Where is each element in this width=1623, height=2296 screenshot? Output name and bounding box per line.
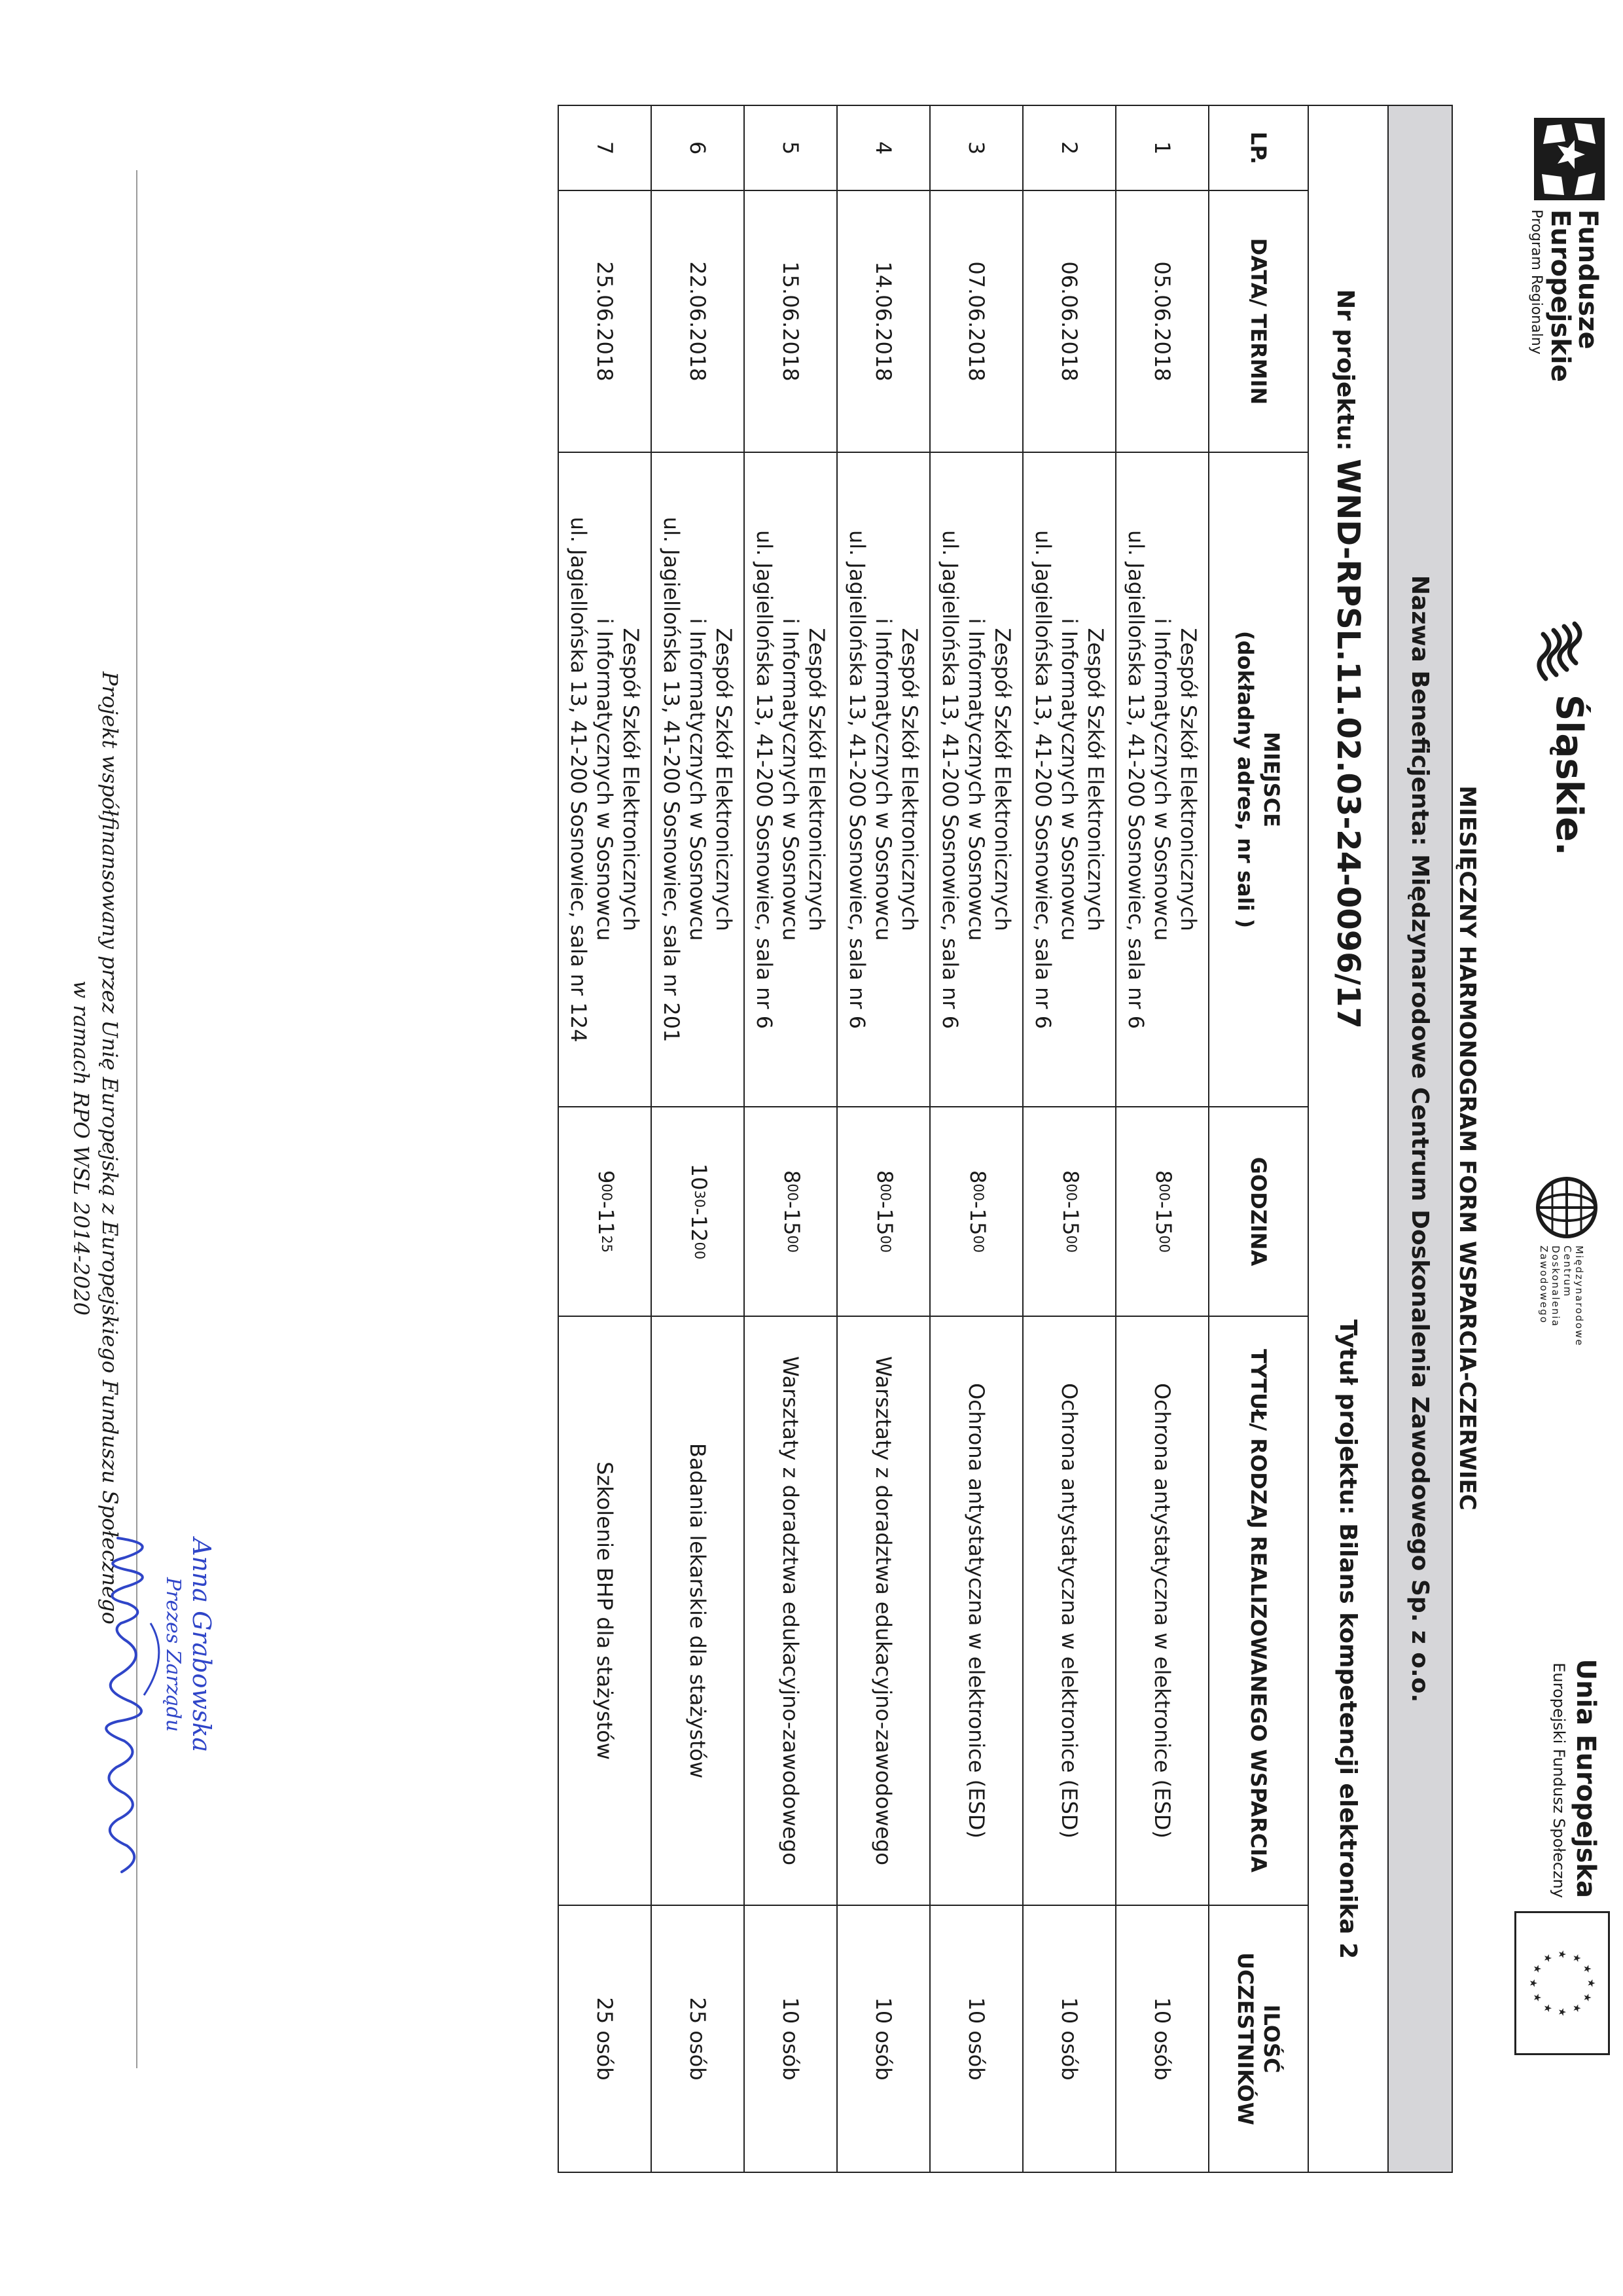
hour-start: 8 [1058,1170,1083,1184]
place-line: Zespół Szkół Elektronicznych [618,628,643,931]
logo-mcdz [1524,1175,1602,1358]
place-line: i Informatycznych w Sosnowcu [964,618,989,941]
place-line: Zespół Szkół Elektronicznych [897,628,922,931]
fe-logo-line3: Program Regionalny [1528,209,1544,355]
cell-place [1116,452,1209,1107]
col-header-date: DATA/ TERMIN [1209,190,1308,452]
mcdz-line1: Międzynarodowe [1573,1246,1585,1347]
document-title: MIESIĘCZNY HARMONOGRAM FORM WSPARCIA-CZERWIEC [1454,785,1480,1511]
fundusze-europejskie-logo-icon [1534,118,1605,200]
col-header-place [1209,452,1308,1107]
project-title-value: Bilans kompetencji elektronika 2 [1334,1523,1362,1960]
cell-lp: 5 [744,105,837,190]
hour-separator: - [594,1201,618,1209]
cell-date: 06.06.2018 [1023,190,1116,452]
table-row [1023,105,1116,2172]
col-header-hour: GODZINA [1209,1107,1308,1316]
project-number-value: WND-RPSL.11.02.03-24-0096/17 [1330,459,1366,1029]
fe-logo-line2: Europejskie [1545,209,1575,382]
cell-type: Warsztaty z doradztwa edukacyjno-zawodowego [744,1316,837,1905]
col-header-type: TYTUŁ/ RODZAJ REALIZOWANEGO WSPARCIA [1209,1316,1308,1905]
hour-start-minutes: 00 [1156,1183,1172,1202]
cell-place [1023,452,1116,1107]
hour-start-minutes: 00 [878,1183,893,1202]
mcdz-line4: Zawodowego [1538,1246,1550,1324]
cell-lp: 3 [930,105,1023,190]
eu-star-icon: ★ [1542,1953,1554,1963]
cell-count: 10 osób [930,1905,1023,2172]
project-title-cell [1308,1107,1388,2172]
place-line: ul. Jagiellońska 13, 41-200 Sosnowiec, sala nr 6 [845,529,870,1030]
hour-end-minutes: 00 [878,1235,893,1253]
slaskie-waves-icon [1532,612,1594,691]
table-row [651,105,744,2172]
cell-place [558,452,651,1107]
cell-hour [837,1107,930,1316]
place-line: ul. Jagiellońska 13, 41-200 Sosnowiec, sala nr 6 [1124,529,1149,1030]
place-line: i Informatycznych w Sosnowcu [871,618,896,941]
cell-hour [930,1107,1023,1316]
hour-end-minutes: 00 [785,1235,800,1253]
hour-start-minutes: 00 [1063,1183,1079,1202]
mcdz-logo-text [1538,1246,1585,1357]
cell-place [651,452,744,1107]
eu-flag-icon [1514,1911,1610,2055]
cell-lp: 2 [1023,105,1116,190]
table-row [744,105,837,2172]
place-line: i Informatycznych w Sosnowcu [685,618,710,941]
place-line: ul. Jagiellońska 13, 41-200 Sosnowiec, sala nr 6 [1031,529,1056,1030]
cell-count: 10 osób [1023,1905,1116,2172]
hour-end-minutes: 00 [1156,1235,1172,1253]
hour-start-minutes: 00 [971,1183,986,1202]
col-header-count-line1: ILOŚĆ [1259,2004,1284,2073]
eu-star-icon: ★ [1531,1993,1544,2002]
slaskie-wordmark: Śląskie. [1548,694,1590,856]
eu-star-icon: ★ [1571,2003,1583,2013]
mcdz-line2: Centrum [1561,1246,1573,1298]
hour-separator: - [1151,1201,1176,1209]
hour-end-minutes: 25 [599,1235,615,1253]
eu-star-icon: ★ [1531,1964,1544,1973]
place-line: ul. Jagiellońska 13, 41-200 Sosnowiec, sala nr 124 [566,516,591,1043]
hour-start-minutes: 30 [692,1190,707,1208]
cell-date: 14.06.2018 [837,190,930,452]
col-header-count [1209,1905,1308,2172]
cell-hour [558,1107,651,1316]
fe-logo-line1: Fundusze [1573,209,1603,350]
hour-separator: - [1058,1201,1083,1209]
project-number-cell [1308,105,1388,1107]
place-line: i Informatycznych w Sosnowcu [592,618,617,941]
footer-line2: w ramach RPO WSL 2014-2020 [69,980,94,1316]
cell-type: Ochrona antystatyczna w elektronice (ESD) [1116,1316,1209,1905]
cell-count: 10 osób [1116,1905,1209,2172]
cell-type: Ochrona antystatyczna w elektronice (ESD) [1023,1316,1116,1905]
table-row [930,105,1023,2172]
eu-star-icon: ★ [1527,1979,1540,1988]
eu-logo-line2: Europejski Fundusz Społeczny [1550,1662,1568,1898]
cell-count: 10 osób [744,1905,837,2172]
globe-icon [1534,1175,1599,1240]
hour-end: 15 [1151,1208,1176,1236]
hour-separator: - [779,1201,804,1209]
place-line: Zespół Szkół Elektronicznych [1176,628,1201,931]
place-line: ul. Jagiellońska 13, 41-200 Sosnowiec, sala nr 6 [752,529,777,1030]
eu-star-icon: ★ [1585,1979,1597,1988]
col-header-lp: LP. [1209,105,1308,190]
schedule-table-wrapper [558,105,1453,2172]
logo-unia-europejska [1512,1453,1610,2206]
eu-star-icon: ★ [1581,1964,1594,1973]
cell-lp: 6 [651,105,744,190]
mcdz-line3: Doskonalenia [1550,1246,1561,1327]
cell-type: Ochrona antystatyczna w elektronice (ESD) [930,1316,1023,1905]
hour-start: 9 [594,1170,618,1184]
cell-hour [651,1107,744,1316]
cell-place [837,452,930,1107]
schedule-table [558,105,1453,2173]
hour-end: 11 [594,1208,618,1236]
cell-type: Badania lekarskie dla stażystów [651,1316,744,1905]
hour-start: 8 [779,1170,804,1184]
logo-fundusze-europejskie [1512,118,1610,484]
col-header-count-line2: UCZESTNIKÓW [1233,1952,1258,2125]
table-row [1116,105,1209,2172]
cell-date: 15.06.2018 [744,190,837,452]
cell-lp: 4 [837,105,930,190]
place-line: ul. Jagiellońska 13, 41-200 Sosnowiec, sala nr 6 [938,529,963,1030]
hour-end-minutes: 00 [1063,1235,1079,1253]
signature-role: Prezes Zarządu [162,1577,185,1732]
hour-start: 10 [687,1163,711,1191]
hour-end: 15 [1058,1208,1083,1236]
beneficiary-name: Nazwa Beneficjenta: Międzynarodowe Centrum Doskonalenia Zawodowego Sp. z o.o. [1388,105,1452,2172]
hour-end: 12 [687,1215,711,1242]
project-title-label: Tytuł projektu: [1334,1319,1362,1515]
hour-separator: - [872,1201,897,1209]
handwritten-signature [79,1525,190,1892]
hour-end: 15 [779,1208,804,1236]
cell-place [930,452,1023,1107]
eu-star-icon: ★ [1581,1993,1594,2002]
logo-slaskie [1525,612,1597,874]
cell-hour [1023,1107,1116,1316]
cell-lp: 7 [558,105,651,190]
signature-block [85,1538,216,1905]
cell-hour [744,1107,837,1316]
place-line: i Informatycznych w Sosnowcu [1057,618,1082,941]
hour-end-minutes: 00 [971,1235,986,1253]
footer [67,0,124,2296]
cell-date: 05.06.2018 [1116,190,1209,452]
eu-star-icon: ★ [1556,1950,1569,1959]
hour-start: 8 [965,1170,990,1184]
project-number-label: Nr projektu: [1332,289,1359,451]
signature-name: Anna Grabowska [187,1538,216,1753]
cell-hour [1116,1107,1209,1316]
table-row [558,105,651,2172]
cell-count: 25 osób [558,1905,651,2172]
place-line: Zespół Szkół Elektronicznych [1083,628,1108,931]
cell-count: 25 osób [651,1905,744,2172]
place-line: Zespół Szkół Elektronicznych [711,628,736,931]
col-header-place-line2: (dokładny adres, nr sali ) [1233,630,1258,929]
hour-start: 8 [1151,1170,1176,1184]
place-line: i Informatycznych w Sosnowcu [1150,618,1175,941]
hour-separator: - [687,1208,711,1215]
place-line: i Informatycznych w Sosnowcu [778,618,803,941]
col-header-place-line1: MIEJSCE [1259,732,1284,827]
place-line: ul. Jagiellońska 13, 41-200 Sosnowiec, sala nr 201 [659,516,684,1043]
eu-star-icon: ★ [1542,2003,1554,2013]
eu-star-icon: ★ [1571,1953,1583,1963]
hour-start: 8 [872,1170,897,1184]
cell-type: Szkolenie BHP dla stażystów [558,1316,651,1905]
footer-line1: Projekt współfinansowany przez Unię Europejską z Europejskiego Funduszu Społecznego [98,672,122,1624]
cell-date: 07.06.2018 [930,190,1023,452]
hour-start-minutes: 00 [785,1183,800,1202]
table-row [837,105,930,2172]
hour-separator: - [965,1201,990,1209]
cell-lp: 1 [1116,105,1209,190]
cell-date: 22.06.2018 [651,190,744,452]
place-line: Zespół Szkół Elektronicznych [990,628,1015,931]
place-line: Zespół Szkół Elektronicznych [804,628,829,931]
eu-star-icon: ★ [1556,2007,1569,2017]
cell-date: 25.06.2018 [558,190,651,452]
hour-end: 15 [872,1208,897,1236]
eu-logo-line1: Unia Europejska [1571,1659,1601,1898]
table-body [558,105,1209,2172]
cell-count: 10 osób [837,1905,930,2172]
cell-type: Warsztaty z doradztwa edukacyjno-zawodowego [837,1316,930,1905]
hour-end: 15 [965,1208,990,1236]
hour-end-minutes: 00 [692,1242,707,1260]
hour-start-minutes: 00 [599,1183,615,1202]
cell-place [744,452,837,1107]
